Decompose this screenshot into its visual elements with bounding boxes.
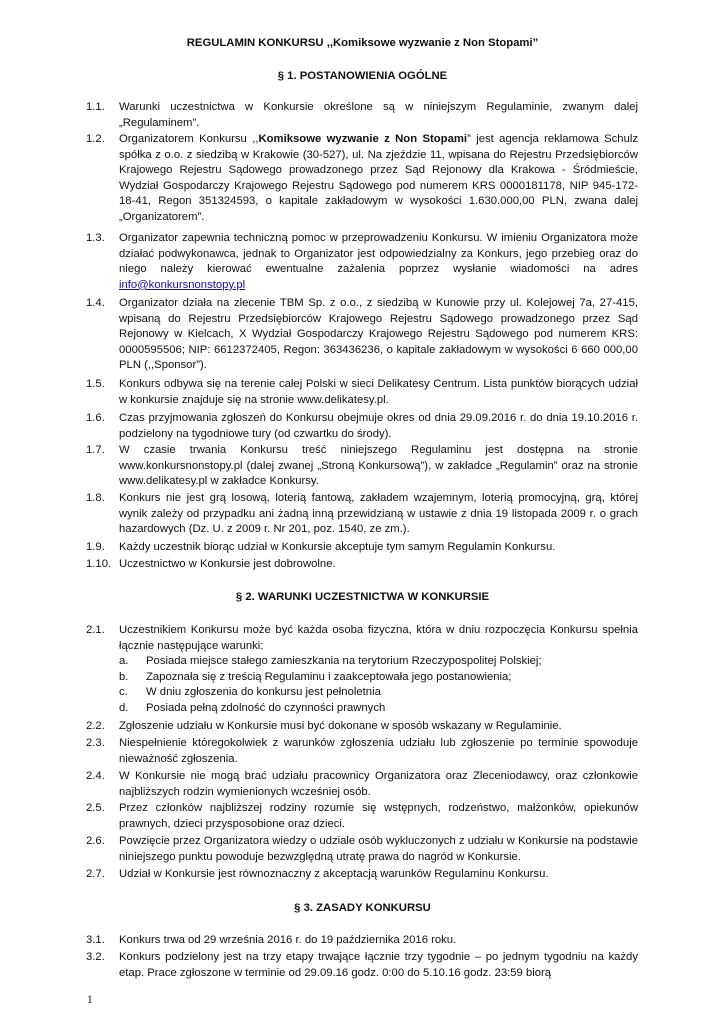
paragraph-text: Udział w Konkursie jest równoznaczny z akceptacją warunków Regulaminu Konkursu.	[119, 868, 549, 880]
paragraph-body	[119, 623, 638, 717]
paragraph-2-6	[86, 834, 638, 865]
paragraph-3-2	[86, 950, 638, 981]
paragraph-text: Zgłoszenie udziału w Konkursie musi być dokonane w sposób wskazany w Regulaminie.	[119, 720, 562, 732]
text-suffix: ” jest agencja reklamowa Schulz spółka z o.o. z siedzibą w Krakowie (30-527), ul. Na zjeździe 11, wpisana do Rejestru Przedsiębiorców Krajowego Rejestru Sądowego prowadzonego przez Sąd Rejonowy dla Krakowa - Śródmieście, Wydział Gospodarczy Krajowego Rejestru Sądowego pod numerem KRS 0000181178, NIP 945-172-18-41, Regon 351324593, o kapitale zakładowym w wysokości 1.630.000,00 PLN, zwana dalej „Organizatorem”.	[119, 133, 639, 223]
paragraph-2-5	[86, 801, 638, 832]
list-item	[119, 654, 638, 670]
paragraph-text: W czasie trwania Konkursu treść niniejszego Regulaminu jest dostępna na stronie www.konkursnonstopy.pl (dalej zwanej „Stroną Konkursową”), w zakładce „Regulamin” oraz na stronie www.delikatesy.pl w zakładce Konkursy.	[119, 444, 638, 488]
paragraph-1-2	[86, 132, 638, 226]
paragraph-number: 1.10.	[86, 558, 112, 570]
list-item	[119, 701, 638, 717]
paragraph-text: Konkurs podzielony jest na trzy etapy trwające łącznie trzy tygodnie – po jednym tygodniu na każdy etap. Prace zgłoszone w terminie od 29.09.16 godz. 0:00 do 5.10.16 godz. 23:59 biorą	[119, 951, 638, 979]
paragraph-3-1	[86, 933, 638, 949]
paragraph-1-8	[86, 491, 638, 538]
paragraph-1-4	[86, 296, 638, 374]
paragraph-2-3	[86, 736, 638, 767]
text-prefix: Organizator zapewnia techniczną pomoc w przeprowadzeniu Konkursu. W imieniu Organizatora może działać podwykonawca, jednak to Organizator jest odpowiedzialny za Konkurs, jego przebieg oraz do niego należy kierować ewentualne zażalenia poprzez wysłanie wiadomości na adres	[119, 232, 638, 276]
paragraph-text: Konkurs odbywa się na terenie całej Polski w sieci Delikatesy Centrum. Lista punktów biorących udział w konkursie znajduje się na stronie www.delikatesy.pl.	[119, 378, 638, 406]
paragraph-text: Organizator działa na zlecenie TBM Sp. z o.o., z siedzibą w Kunowie przy ul. Kolejowej 7a, 27-415, wpisaną do Rejestru Przedsiębiorców Krajowego Rejestru Sądowego prowadzonego przez Sąd Rejonowy w Kielcach, X Wydział Gospodarczy Krajowego Rejestru Sądowego pod numerem KRS: 0000595506; NIP: 6612372405, Regon: 363436236, o kapitale zakładowym w wysokości 6 660 000,00 PLN (,,Sponsor”).	[119, 297, 638, 372]
paragraph-2-4	[86, 769, 638, 800]
paragraph-number: 2.6.	[86, 835, 105, 847]
paragraph-text: Przez członków najbliższej rodziny rozumie się wstępnych, rodzeństwo, małżonków, opiekunów prawnych, dzieci przysposobione oraz dzieci.	[119, 802, 638, 830]
list-text: Posiada miejsce stałego zamieszkania na terytorium Rzeczypospolitej Polskiej;	[146, 655, 542, 668]
list-letter: d.	[119, 701, 129, 714]
paragraph-number: 2.3.	[86, 737, 105, 749]
list-letter: a.	[119, 655, 129, 668]
paragraph-1-10	[86, 557, 638, 573]
paragraph-text: Konkurs nie jest grą losową, loterią fantową, zakładem wzajemnym, loterią promocyjną, grą, której wynik zależy od przypadku ani żadną inną przewidzianą w ustawie z dnia 19 listopada 2009 r. o grach hazardowych (Dz. U. z 2009 r. Nr 201, poz. 1540, ze zm.).	[119, 492, 638, 536]
page-number: 1	[87, 994, 93, 1006]
list-text: W dniu zgłoszenia do konkursu jest pełnoletnia	[146, 686, 381, 699]
paragraph-text: Konkurs trwa od 29 września 2016 r. do 19 października 2016 roku.	[119, 934, 457, 946]
paragraph-number: 1.3.	[86, 232, 105, 244]
list-text: Zapoznała się z treścią Regulaminu i zaakceptowała jego postanowienia;	[146, 670, 512, 683]
paragraph-number: 1.4.	[86, 297, 105, 309]
list-text: Posiada pełną zdolność do czynności prawnych	[146, 701, 386, 714]
paragraph-number: 3.1.	[86, 934, 105, 946]
paragraph-number: 2.1.	[86, 624, 105, 636]
paragraph-number: 2.5.	[86, 802, 105, 814]
paragraph-1-3	[86, 231, 638, 293]
paragraph-1-9	[86, 540, 638, 556]
paragraph-text	[119, 132, 638, 226]
paragraph-1-7	[86, 443, 638, 490]
document-title: REGULAMIN KONKURSU ,,Komiksowe wyzwanie z Non Stopami”	[186, 37, 539, 49]
section-1-heading: § 1. POSTANOWIENIA OGÓLNE	[277, 70, 448, 82]
contest-name: Komiksowe wyzwanie z Non Stopami	[258, 133, 468, 145]
paragraph-text	[119, 231, 638, 293]
paragraph-number: 1.2.	[86, 133, 105, 145]
paragraph-number: 3.2.	[86, 951, 105, 963]
paragraph-text: Niespełnienie któregokolwiek z warunków zgłoszenia udziału lub zgłoszenie po terminie spowoduje nieważność zgłoszenia.	[119, 737, 638, 765]
text-prefix: Organizatorem Konkursu ,,	[119, 133, 259, 145]
paragraph-text: Czas przyjmowania zgłoszeń do Konkursu obejmuje okres od dnia 29.09.2016 r. do dnia 19.10.2016 r. podzielony na tygodniowe tury (od czwartku do środy).	[119, 412, 638, 440]
paragraph-2-2	[86, 719, 638, 735]
paragraph-number: 1.1.	[86, 101, 105, 113]
paragraph-number: 2.7.	[86, 868, 105, 880]
section-3-heading: § 3. ZASADY KONKURSU	[294, 902, 431, 914]
paragraph-1-6	[86, 411, 638, 442]
paragraph-number: 1.9.	[86, 541, 105, 553]
list-letter: b.	[119, 670, 129, 683]
list-item	[119, 670, 638, 686]
paragraph-1-1	[86, 100, 638, 131]
paragraph-number: 1.5.	[86, 378, 105, 390]
paragraph-text: Powzięcie przez Organizatora wiedzy o udziale osób wykluczonych z udziału w Konkursie na podstawie niniejszego punktu powoduje bezwzględną utratę prawa do nagród w Konkursie.	[119, 835, 638, 863]
paragraph-2-1	[86, 623, 638, 717]
paragraph-text: Uczestnictwo w Konkursie jest dobrowolne.	[119, 558, 336, 570]
paragraph-number: 1.7.	[86, 444, 105, 456]
list-item	[119, 685, 638, 701]
paragraph-1-5	[86, 377, 638, 408]
paragraph-number: 2.4.	[86, 770, 105, 782]
paragraph-number: 1.8.	[86, 492, 105, 504]
paragraph-text: Uczestnikiem Konkursu może być każda osoba fizyczna, która w dniu rozpoczęcia Konkursu spełnia łącznie następujące warunki:	[119, 624, 638, 652]
section-2-heading: § 2. WARUNKI UCZESTNICTWA W KONKURSIE	[235, 591, 490, 603]
paragraph-number: 1.6.	[86, 412, 105, 424]
email-link[interactable]: info@konkursnonstopy.pl	[119, 278, 246, 291]
paragraph-2-7	[86, 867, 638, 883]
list-letter: c.	[119, 686, 128, 699]
paragraph-text: Każdy uczestnik biorąc udział w Konkursie akceptuje tym samym Regulamin Konkursu.	[119, 541, 556, 553]
paragraph-text: W Konkursie nie mogą brać udziału pracownicy Organizatora oraz Zleceniodawcy, oraz członkowie najbliższych rodzin wymienionych wcześniej osób.	[119, 770, 638, 798]
paragraph-number: 2.2.	[86, 720, 105, 732]
paragraph-text: Warunki uczestnictwa w Konkursie określone są w niniejszym Regulaminie, zwanym dalej „Regulaminem”.	[119, 101, 638, 129]
